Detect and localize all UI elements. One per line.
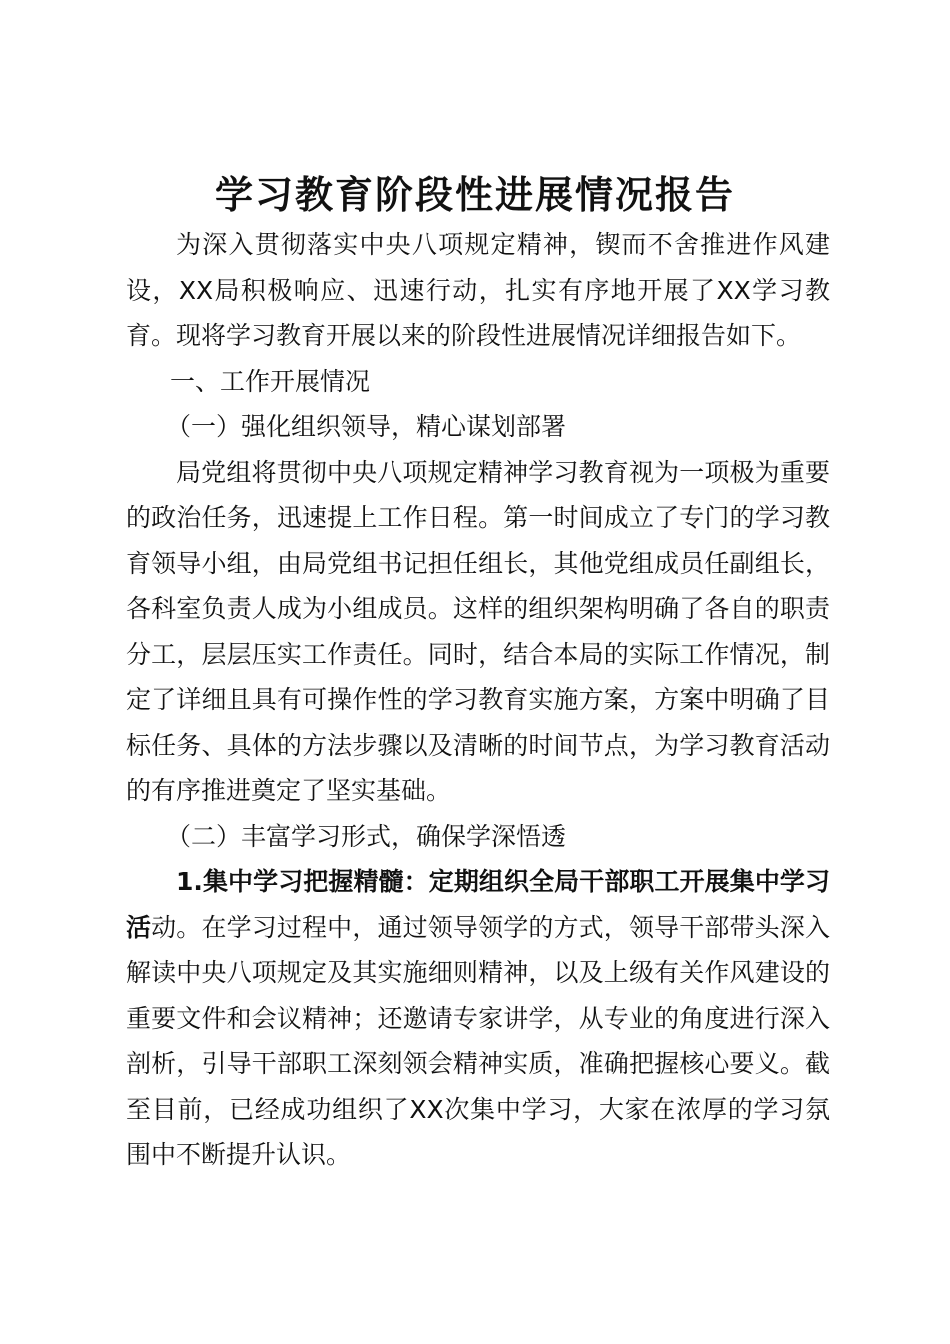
list-item-body: 动。在学习过程中，通过领导领学的方式，领导干部带头深入解读中央八项规定及其实施细则精神，以及上级有关作风建设的重要文件和会议精神；还邀请专家讲学，从专业的角度进行深入剖析，引导干部职工深刻领会精神实质，准确把握核心要义。截至目前，已经成功组织了XX次集中学习，大家在浓厚的学习氛围中不断提升认识。 — [126, 912, 830, 1169]
document-title: 学习教育阶段性进展情况报告 — [214, 173, 735, 217]
document-body — [126, 222, 830, 1178]
body-paragraph: 局党组将贯彻中央八项规定精神学习教育视为一项极为重要的政治任务，迅速提上工作日程。第一时间成立了专门的学习教育领导小组，由局党组书记担任组长，其他党组成员任副组长，各科室负责人成为小组成员。这样的组织架构明确了各自的职责分工，层层压实工作责任。同时，结合本局的实际工作情况，制定了详细且具有可操作性的学习教育实施方案，方案中明确了目标任务、具体的方法步骤以及清晰的时间节点，为学习教育活动的有序推进奠定了坚实基础。 — [126, 457, 830, 805]
subsection-heading: （一）强化组织领导，精心谋划部署 — [166, 412, 567, 441]
list-item-paragraph — [126, 859, 830, 1178]
list-item-lead: 1.集中学习把握精髓：定期组织全局干部职工开展集中学习活 — [126, 867, 830, 942]
section-heading: 一、工作开展情况 — [170, 366, 371, 396]
intro-paragraph: 为深入贯彻落实中央八项规定精神，锲而不舍推进作风建设，XX局积极响应、迅速行动，扎实有序地开展了XX学习教育。现将学习教育开展以来的阶段性进展情况详细报告如下。 — [126, 230, 830, 350]
subsection-heading: （二）丰富学习形式，确保学深悟透 — [166, 821, 567, 851]
